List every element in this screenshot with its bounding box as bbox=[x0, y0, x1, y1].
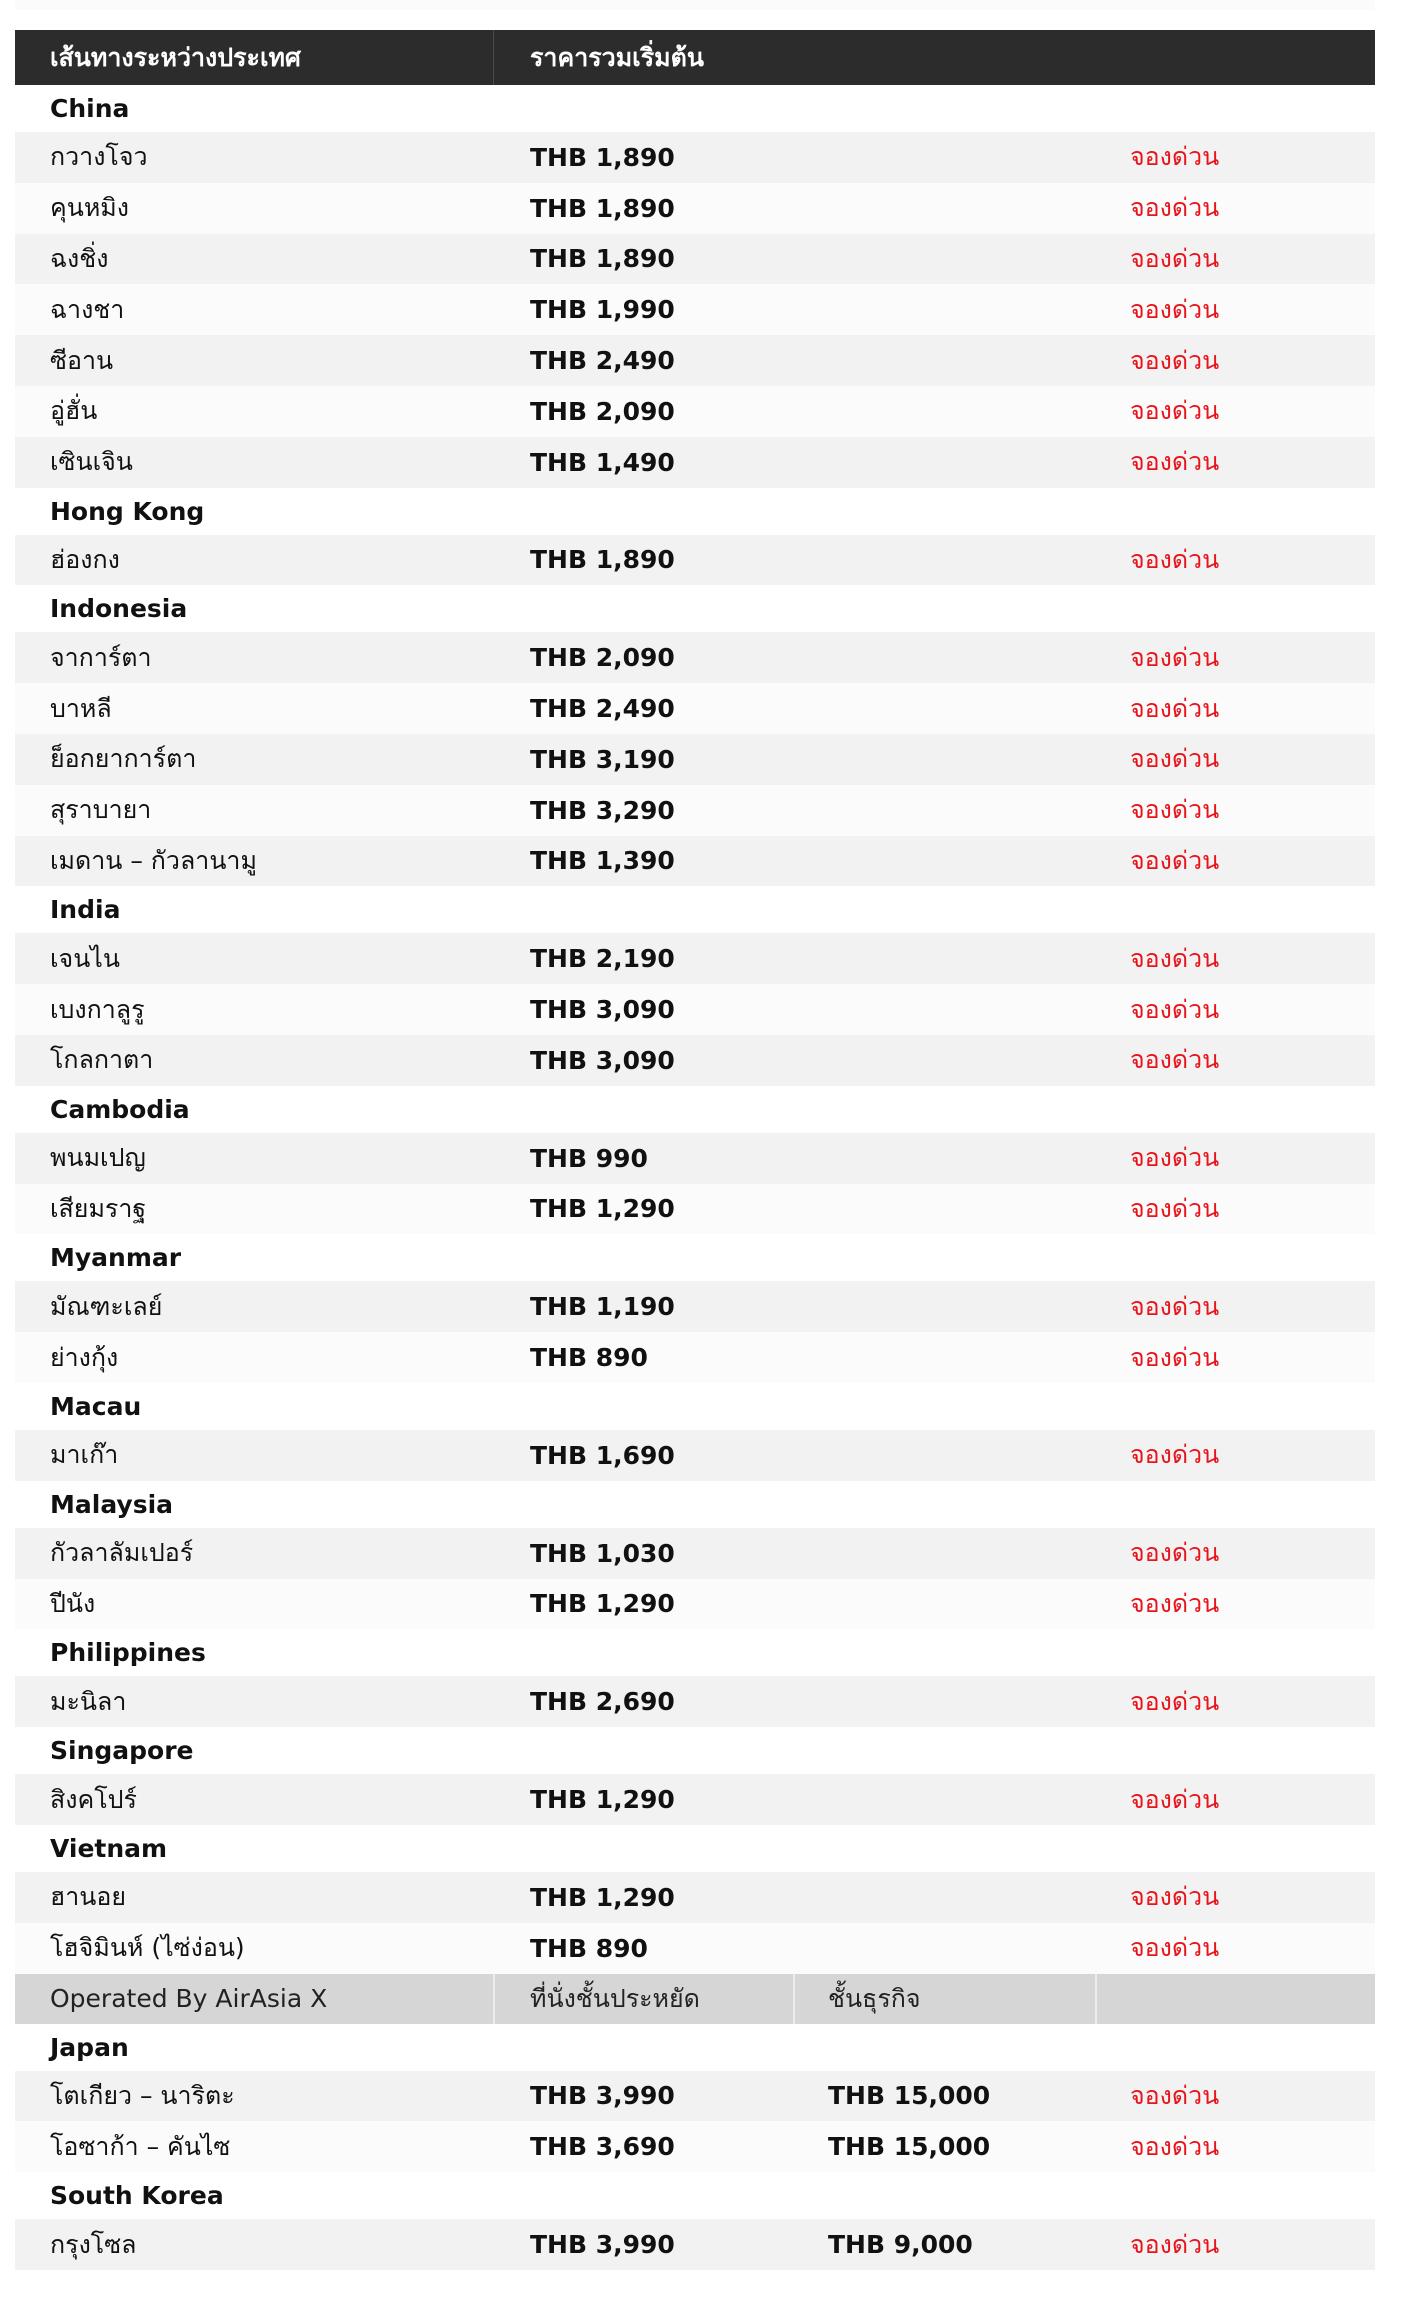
table-row bbox=[15, 183, 1375, 234]
country-row bbox=[15, 1727, 1375, 1774]
book-now-link[interactable]: จองด่วน bbox=[1130, 294, 1220, 324]
economy-price: THB 2,490 bbox=[530, 694, 675, 724]
header-economy: ที่นั่งชั้นประหยัด bbox=[530, 1983, 700, 2013]
country-name: Vietnam bbox=[50, 1834, 168, 1863]
table-row bbox=[15, 535, 1375, 586]
economy-price: THB 2,190 bbox=[530, 944, 675, 974]
country-row bbox=[15, 2172, 1375, 2219]
economy-price: THB 3,690 bbox=[530, 2132, 675, 2162]
country-row bbox=[15, 1383, 1375, 1430]
table-row bbox=[15, 1579, 1375, 1630]
route-name: ฮานอย bbox=[50, 1882, 127, 1912]
country-row bbox=[15, 1629, 1375, 1676]
country-name: Myanmar bbox=[50, 1243, 182, 1273]
table-row bbox=[15, 1281, 1375, 1332]
book-now-link[interactable]: จองด่วน bbox=[1130, 1933, 1220, 1963]
country-name: Hong Kong bbox=[50, 496, 205, 526]
header-price: ราคารวมเริ่มต้น bbox=[530, 42, 704, 72]
book-now-link[interactable]: จองด่วน bbox=[1130, 994, 1220, 1024]
route-name: เจนไน bbox=[50, 943, 120, 973]
country-name: China bbox=[50, 94, 130, 123]
economy-price: THB 2,690 bbox=[530, 1687, 675, 1717]
route-name: จาการ์ตา bbox=[50, 642, 152, 672]
route-name: ฉงชิ่ง bbox=[50, 243, 109, 273]
book-now-link[interactable]: จองด่วน bbox=[1130, 243, 1220, 273]
table-row bbox=[15, 1676, 1375, 1727]
route-name: กัวลาลัมเปอร์ bbox=[50, 1538, 194, 1568]
country-row bbox=[15, 85, 1375, 132]
table-row bbox=[15, 132, 1375, 183]
route-name: สิงคโปร์ bbox=[50, 1784, 137, 1814]
book-now-link[interactable]: จองด่วน bbox=[1130, 1193, 1220, 1223]
book-now-link[interactable]: จองด่วน bbox=[1130, 2131, 1220, 2161]
economy-price: THB 2,090 bbox=[530, 396, 675, 426]
table-row bbox=[15, 785, 1375, 836]
route-name: โกลกาตา bbox=[50, 1045, 154, 1075]
book-now-link[interactable]: จองด่วน bbox=[1130, 193, 1220, 223]
business-price: THB 15,000 bbox=[828, 2132, 991, 2162]
book-now-link[interactable]: จองด่วน bbox=[1130, 447, 1220, 477]
route-name: คุนหมิง bbox=[50, 193, 129, 223]
table-row bbox=[15, 234, 1375, 285]
route-name: พนมเปญ bbox=[50, 1143, 146, 1173]
table-row bbox=[15, 683, 1375, 734]
table-row bbox=[15, 1430, 1375, 1481]
economy-price: THB 1,290 bbox=[530, 1194, 675, 1224]
economy-price: THB 890 bbox=[530, 1343, 648, 1373]
route-name: มะนิลา bbox=[50, 1686, 127, 1716]
book-now-link[interactable]: จองด่วน bbox=[1130, 1291, 1220, 1321]
economy-price: THB 1,890 bbox=[530, 545, 675, 575]
country-name: Indonesia bbox=[50, 594, 188, 624]
book-now-link[interactable]: จองด่วน bbox=[1130, 943, 1220, 973]
book-now-link[interactable]: จองด่วน bbox=[1130, 845, 1220, 875]
country-row bbox=[15, 488, 1375, 535]
table-row bbox=[15, 1872, 1375, 1923]
book-now-link[interactable]: จองด่วน bbox=[1130, 544, 1220, 574]
economy-price: THB 1,290 bbox=[530, 1589, 675, 1619]
table-row bbox=[15, 1133, 1375, 1184]
economy-price: THB 1,030 bbox=[530, 1538, 675, 1568]
economy-price: THB 990 bbox=[530, 1143, 648, 1173]
table-row bbox=[15, 984, 1375, 1035]
country-name: India bbox=[50, 895, 121, 925]
route-name: เซินเจิน bbox=[50, 447, 133, 477]
business-price: THB 15,000 bbox=[828, 2081, 991, 2111]
table-row bbox=[15, 1035, 1375, 1086]
book-now-link[interactable]: จองด่วน bbox=[1130, 1143, 1220, 1173]
country-row bbox=[15, 2024, 1375, 2071]
route-name: โอซาก้า – คันไซ bbox=[50, 2131, 231, 2161]
table-row bbox=[15, 437, 1375, 488]
table-row bbox=[15, 1332, 1375, 1383]
table-row bbox=[15, 386, 1375, 437]
economy-price: THB 1,890 bbox=[530, 142, 675, 172]
economy-price: THB 1,390 bbox=[530, 846, 675, 876]
book-now-link[interactable]: จองด่วน bbox=[1130, 744, 1220, 774]
country-row bbox=[15, 1481, 1375, 1528]
book-now-link[interactable]: จองด่วน bbox=[1130, 396, 1220, 426]
economy-price: THB 890 bbox=[530, 1933, 648, 1963]
airasia-x-header bbox=[15, 1974, 1375, 2024]
book-now-link[interactable]: จองด่วน bbox=[1130, 142, 1220, 172]
country-name: Japan bbox=[50, 2032, 129, 2062]
route-name: ฮ่องกง bbox=[50, 544, 120, 574]
intl-routes-header bbox=[15, 30, 1375, 85]
table-row bbox=[15, 632, 1375, 683]
economy-price: THB 1,990 bbox=[530, 295, 675, 325]
country-name: Malaysia bbox=[50, 1489, 174, 1519]
country-row bbox=[15, 1234, 1375, 1281]
country-name: Cambodia bbox=[50, 1094, 190, 1124]
country-row bbox=[15, 886, 1375, 933]
country-name: Macau bbox=[50, 1392, 142, 1421]
country-name: Singapore bbox=[50, 1736, 194, 1766]
table-row bbox=[15, 2219, 1375, 2270]
book-now-link[interactable]: จองด่วน bbox=[1130, 1686, 1220, 1716]
book-now-link[interactable]: จองด่วน bbox=[1130, 642, 1220, 672]
economy-price: THB 1,890 bbox=[530, 193, 675, 223]
table-row bbox=[15, 0, 1375, 10]
economy-price: THB 1,890 bbox=[530, 244, 675, 274]
route-name: ย็อกยาการ์ตา bbox=[50, 744, 197, 774]
economy-price: THB 1,690 bbox=[530, 1440, 675, 1470]
route-name: เบงกาลูรู bbox=[50, 994, 145, 1024]
economy-price: THB 1,290 bbox=[530, 1785, 675, 1815]
book-now-link[interactable]: จองด่วน bbox=[1130, 1538, 1220, 1568]
book-now-link[interactable]: จองด่วน bbox=[1130, 1882, 1220, 1912]
economy-price: THB 2,090 bbox=[530, 643, 675, 673]
economy-price: THB 3,290 bbox=[530, 795, 675, 825]
economy-price: THB 2,490 bbox=[530, 346, 675, 376]
header-divider bbox=[1095, 1974, 1097, 2024]
route-name: ซีอาน bbox=[50, 345, 114, 375]
country-name: Philippines bbox=[50, 1638, 206, 1668]
route-name: ย่างกุ้ง bbox=[50, 1342, 119, 1372]
route-name: โตเกียว – นาริตะ bbox=[50, 2080, 235, 2110]
table-row bbox=[15, 734, 1375, 785]
book-now-link[interactable]: จองด่วน bbox=[1130, 2080, 1220, 2110]
book-now-link[interactable]: จองด่วน bbox=[1130, 1045, 1220, 1075]
table-row bbox=[15, 2121, 1375, 2172]
book-now-link[interactable]: จองด่วน bbox=[1130, 1784, 1220, 1814]
economy-price: THB 1,290 bbox=[530, 1882, 675, 1912]
business-price: THB 9,000 bbox=[828, 2230, 973, 2260]
route-name: มาเก๊า bbox=[50, 1440, 119, 1470]
economy-price: THB 1,190 bbox=[530, 1292, 675, 1322]
route-name: กวางโจว bbox=[50, 142, 148, 172]
table-row bbox=[15, 1528, 1375, 1579]
table-row bbox=[15, 1774, 1375, 1825]
book-now-link[interactable]: จองด่วน bbox=[1130, 1342, 1220, 1372]
economy-price: THB 3,190 bbox=[530, 744, 675, 774]
book-now-link[interactable]: จองด่วน bbox=[1130, 693, 1220, 723]
header-operator: Operated By AirAsia X bbox=[50, 1984, 328, 2014]
route-name: เมดาน – กัวลานามู bbox=[50, 845, 257, 875]
header-divider bbox=[793, 1974, 795, 2024]
table-row bbox=[15, 2071, 1375, 2122]
book-now-link[interactable]: จองด่วน bbox=[1130, 1440, 1220, 1470]
country-name: South Korea bbox=[50, 2181, 224, 2211]
header-business: ชั้นธุรกิจ bbox=[828, 1983, 921, 2013]
country-row bbox=[15, 585, 1375, 632]
route-name: สุราบายา bbox=[50, 795, 152, 825]
route-name: กรุงโซล bbox=[50, 2229, 137, 2259]
country-row bbox=[15, 1086, 1375, 1133]
book-now-link[interactable]: จองด่วน bbox=[1130, 345, 1220, 375]
table-row bbox=[15, 1184, 1375, 1235]
table-row bbox=[15, 335, 1375, 386]
economy-price: THB 3,990 bbox=[530, 2230, 675, 2260]
header-divider bbox=[493, 30, 494, 85]
route-name: ปีนัง bbox=[50, 1588, 96, 1618]
economy-price: THB 3,090 bbox=[530, 995, 675, 1025]
header-route: เส้นทางระหว่างประเทศ bbox=[50, 42, 301, 72]
route-name: ฉางชา bbox=[50, 294, 125, 324]
table-row bbox=[15, 284, 1375, 335]
header-divider bbox=[493, 1974, 495, 2024]
book-now-link[interactable]: จองด่วน bbox=[1130, 2229, 1220, 2259]
book-now-link[interactable]: จองด่วน bbox=[1130, 1588, 1220, 1618]
route-name: มัณฑะเลย์ bbox=[50, 1291, 163, 1321]
table-row bbox=[15, 1923, 1375, 1974]
book-now-link[interactable]: จองด่วน bbox=[1130, 795, 1220, 825]
route-name: เสียมราฐ bbox=[50, 1193, 147, 1223]
table-row bbox=[15, 836, 1375, 887]
route-name: บาหลี bbox=[50, 693, 112, 723]
economy-price: THB 1,490 bbox=[530, 447, 675, 477]
economy-price: THB 3,090 bbox=[530, 1045, 675, 1075]
table-row bbox=[15, 933, 1375, 984]
route-name: อู่ฮั่น bbox=[50, 396, 98, 426]
route-name: โฮจิมินห์ (ไซ่ง่อน) bbox=[50, 1933, 245, 1963]
economy-price: THB 3,990 bbox=[530, 2081, 675, 2111]
country-row bbox=[15, 1825, 1375, 1872]
